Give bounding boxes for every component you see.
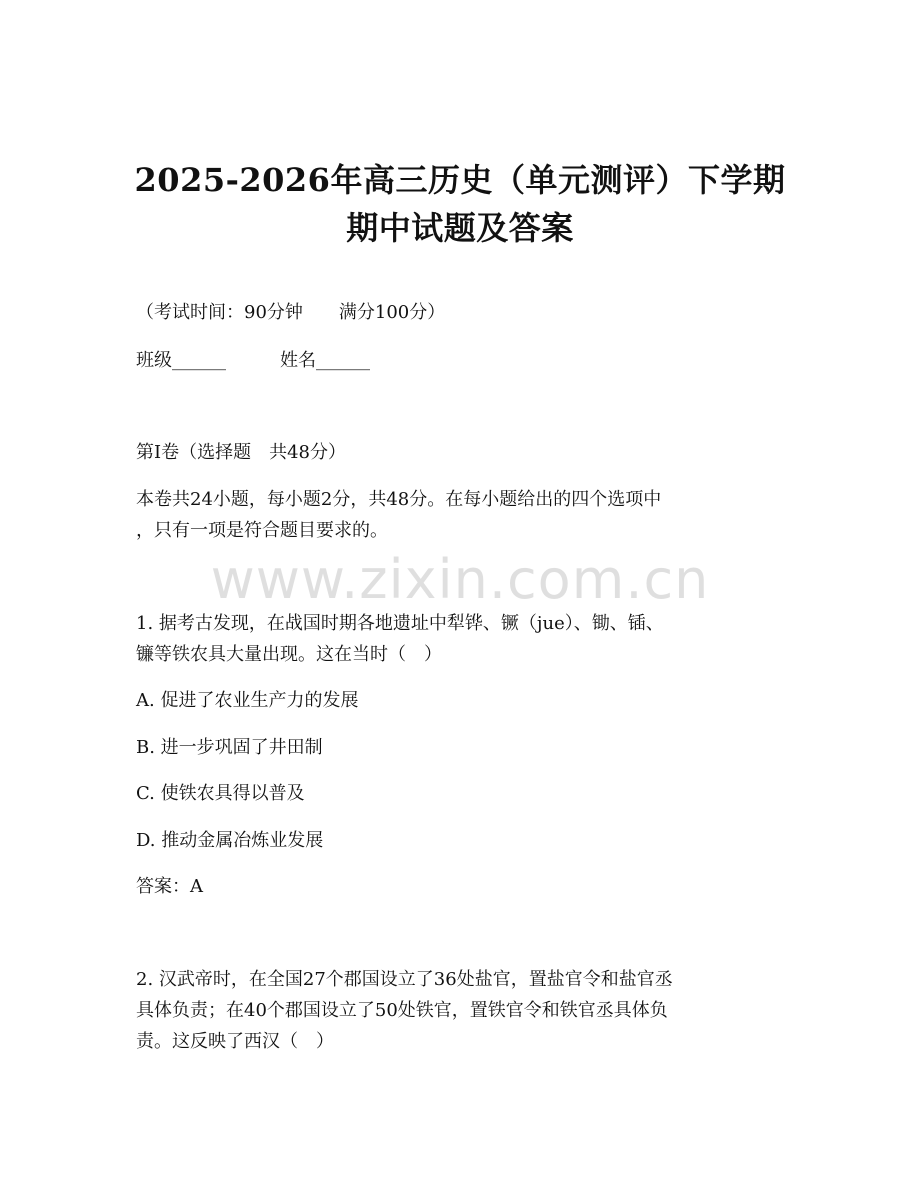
section-instructions-line-1: 本卷共24小题，每小题2分，共48分。在每小题给出的四个选项中 [136, 489, 662, 510]
question-1-option-b: B. 进一步巩固了井田制 [136, 737, 323, 758]
section-instructions-line-2: ，只有一项是符合题目要求的。 [136, 520, 388, 541]
title-line-2: 期中试题及答案 [346, 209, 574, 247]
question-2-stem-line-2: 具体负责；在40个郡国设立了50处铁官，置铁官令和铁官丞具体负 [136, 1000, 668, 1021]
question-1-stem-line-2: 镰等铁农具大量出现。这在当时（ ） [136, 644, 442, 665]
question-1-option-a: A. 促进了农业生产力的发展 [136, 690, 359, 711]
question-1-stem-line-1: 1. 据考古发现，在战国时期各地遗址中犁铧、镢（jue）、锄、锸、 [136, 613, 664, 634]
watermark: www.zixin.com.cn [210, 548, 710, 611]
question-1-option-d: D. 推动金属冶炼业发展 [136, 830, 324, 851]
question-2-stem-line-1: 2. 汉武帝时，在全国27个郡国设立了36处盐官，置盐官令和盐官丞 [136, 969, 673, 990]
question-2-stem-line-3: 责。这反映了西汉（ ） [136, 1031, 334, 1052]
question-1-option-c: C. 使铁农具得以普及 [136, 783, 305, 804]
title-line-1: 2025-2026年高三历史（单元测评）下学期 [134, 161, 786, 199]
class-name-fields: 班级______ 姓名______ [136, 350, 370, 371]
section-heading: 第Ⅰ卷（选择题 共48分） [136, 442, 347, 463]
exam-info: （考试时间：90分钟 满分100分） [136, 302, 446, 323]
question-1-answer: 答案：A [136, 876, 203, 897]
